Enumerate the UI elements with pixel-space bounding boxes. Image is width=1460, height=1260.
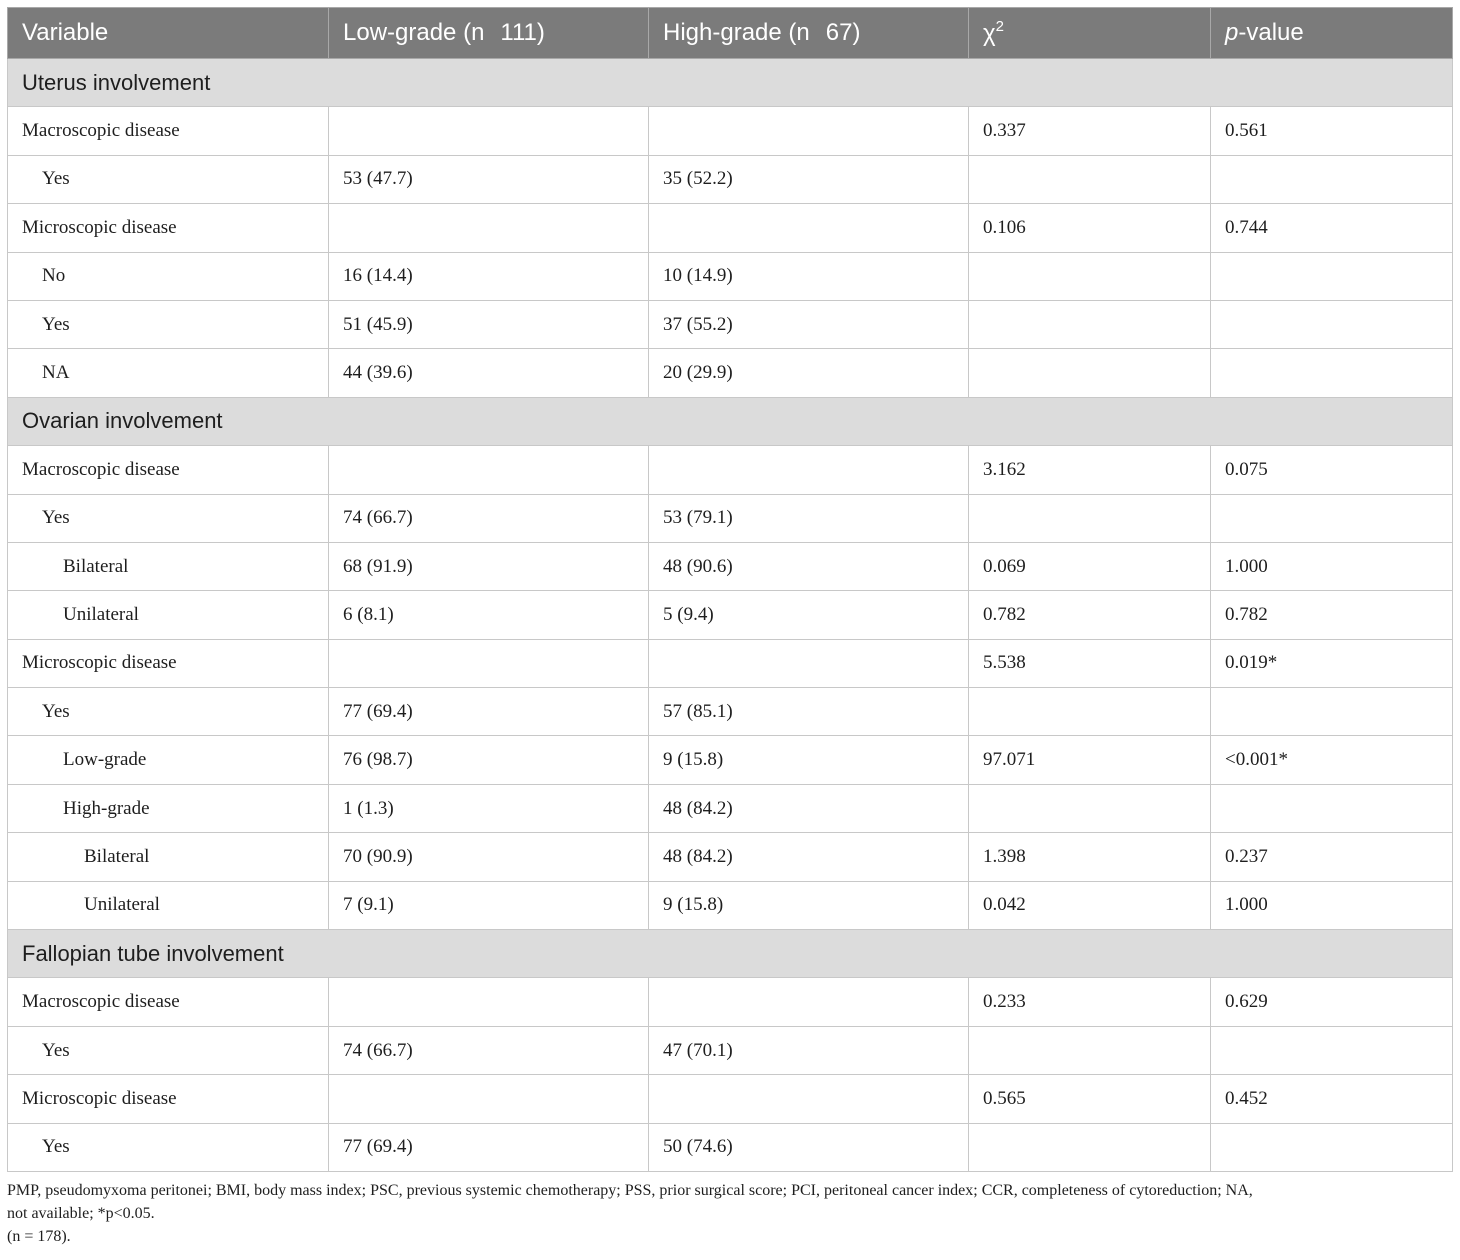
chi-square-cell: 3.162: [969, 446, 1211, 494]
table-row: [8, 736, 1453, 784]
chi-square-cell: 0.782: [969, 591, 1211, 639]
chi-square-cell: 97.071: [969, 736, 1211, 784]
footnote-line: PMP, pseudomyxoma peritonei; BMI, body mass index; PSC, previous systemic chemotherapy; PSS, prior surgical score; PCI, peritoneal cancer index; CCR, completeness of cytoreduction; NA,: [7, 1182, 1253, 1199]
high-grade-cell: 48 (90.6): [649, 542, 969, 590]
variable-cell: Macroscopic disease: [8, 978, 329, 1026]
high-grade-cell: 57 (85.1): [649, 688, 969, 736]
chi-square-cell: [969, 300, 1211, 348]
high-grade-cell: [649, 978, 969, 1026]
chi-square-cell: 0.042: [969, 881, 1211, 929]
p-value-cell: 0.452: [1211, 1075, 1453, 1123]
section-title: Fallopian tube involvement: [8, 930, 1453, 978]
header-p-value: p-value: [1211, 8, 1453, 59]
table-body: [8, 59, 1453, 1172]
variable-cell: Yes: [8, 1123, 329, 1171]
section-header-row: [8, 397, 1453, 445]
chi-square-cell: [969, 784, 1211, 832]
variable-cell: Microscopic disease: [8, 639, 329, 687]
table-row: [8, 591, 1453, 639]
chi-square-cell: 0.106: [969, 204, 1211, 252]
low-grade-cell: 51 (45.9): [329, 300, 649, 348]
p-value-cell: 0.075: [1211, 446, 1453, 494]
table-row: [8, 688, 1453, 736]
footnote-line: not available; *p<0.05.: [7, 1205, 155, 1222]
chi-square-cell: 1.398: [969, 833, 1211, 881]
variable-cell: Low-grade: [8, 736, 329, 784]
high-grade-cell: 20 (29.9): [649, 349, 969, 397]
p-value-cell: 0.744: [1211, 204, 1453, 252]
p-value-cell: 0.019*: [1211, 639, 1453, 687]
p-value-cell: [1211, 494, 1453, 542]
p-value-cell: [1211, 300, 1453, 348]
variable-cell: Microscopic disease: [8, 1075, 329, 1123]
chi-square-cell: [969, 155, 1211, 203]
header-low-grade: Low-grade (n 111): [329, 8, 649, 59]
high-grade-cell: 50 (74.6): [649, 1123, 969, 1171]
low-grade-cell: 1 (1.3): [329, 784, 649, 832]
chi-square-cell: 0.337: [969, 107, 1211, 155]
header-high-grade: High-grade (n 67): [649, 8, 969, 59]
variable-cell: Microscopic disease: [8, 204, 329, 252]
table-row: [8, 349, 1453, 397]
footnote-line: (n = 178).: [7, 1228, 71, 1245]
header-variable: Variable: [8, 8, 329, 59]
results-table: [7, 7, 1453, 1172]
low-grade-cell: 53 (47.7): [329, 155, 649, 203]
low-grade-cell: 6 (8.1): [329, 591, 649, 639]
table-row: [8, 155, 1453, 203]
table-row: [8, 978, 1453, 1026]
header-row: [8, 8, 1453, 59]
low-grade-cell: [329, 978, 649, 1026]
table-row: [8, 1075, 1453, 1123]
table-header: [8, 8, 1453, 59]
low-grade-cell: 77 (69.4): [329, 1123, 649, 1171]
low-grade-cell: 68 (91.9): [329, 542, 649, 590]
low-grade-cell: 74 (66.7): [329, 1026, 649, 1074]
table-footnote: [7, 1179, 1452, 1248]
low-grade-cell: [329, 1075, 649, 1123]
low-grade-cell: 44 (39.6): [329, 349, 649, 397]
low-grade-cell: 77 (69.4): [329, 688, 649, 736]
table-row: [8, 107, 1453, 155]
low-grade-cell: 70 (90.9): [329, 833, 649, 881]
variable-cell: Yes: [8, 688, 329, 736]
table-row: [8, 300, 1453, 348]
section-title: Ovarian involvement: [8, 397, 1453, 445]
p-value-cell: [1211, 784, 1453, 832]
header-chi-square: $\chi^2$: [969, 8, 1211, 59]
low-grade-cell: [329, 639, 649, 687]
p-value-cell: 0.629: [1211, 978, 1453, 1026]
low-grade-cell: [329, 204, 649, 252]
variable-cell: Yes: [8, 300, 329, 348]
low-grade-cell: [329, 107, 649, 155]
p-value-cell: [1211, 349, 1453, 397]
high-grade-cell: [649, 107, 969, 155]
p-value-cell: 0.237: [1211, 833, 1453, 881]
variable-cell: No: [8, 252, 329, 300]
high-grade-cell: 5 (9.4): [649, 591, 969, 639]
variable-cell: Unilateral: [8, 591, 329, 639]
low-grade-cell: 74 (66.7): [329, 494, 649, 542]
p-value-cell: 0.782: [1211, 591, 1453, 639]
high-grade-cell: [649, 639, 969, 687]
high-grade-cell: 47 (70.1): [649, 1026, 969, 1074]
high-grade-cell: 35 (52.2): [649, 155, 969, 203]
variable-cell: Yes: [8, 1026, 329, 1074]
variable-cell: Bilateral: [8, 833, 329, 881]
table-row: [8, 542, 1453, 590]
table-row: [8, 1026, 1453, 1074]
p-value-cell: [1211, 688, 1453, 736]
chi-square-cell: [969, 349, 1211, 397]
p-value-cell: <0.001*: [1211, 736, 1453, 784]
table-row: [8, 1123, 1453, 1171]
table-row: [8, 881, 1453, 929]
section-header-row: [8, 59, 1453, 107]
high-grade-cell: 10 (14.9): [649, 252, 969, 300]
chi-square-cell: [969, 1026, 1211, 1074]
chi-square-cell: [969, 252, 1211, 300]
high-grade-cell: 9 (15.8): [649, 736, 969, 784]
p-value-cell: [1211, 1026, 1453, 1074]
chi-square-cell: 5.538: [969, 639, 1211, 687]
table-row: [8, 204, 1453, 252]
variable-cell: Macroscopic disease: [8, 446, 329, 494]
section-header-row: [8, 930, 1453, 978]
variable-cell: Macroscopic disease: [8, 107, 329, 155]
variable-cell: Yes: [8, 494, 329, 542]
high-grade-cell: [649, 1075, 969, 1123]
p-value-cell: 1.000: [1211, 881, 1453, 929]
p-value-cell: [1211, 252, 1453, 300]
chi-square-cell: [969, 688, 1211, 736]
table-row: [8, 639, 1453, 687]
low-grade-cell: 7 (9.1): [329, 881, 649, 929]
table-row: [8, 833, 1453, 881]
high-grade-cell: 53 (79.1): [649, 494, 969, 542]
high-grade-cell: [649, 204, 969, 252]
section-title: Uterus involvement: [8, 59, 1453, 107]
low-grade-cell: 76 (98.7): [329, 736, 649, 784]
table-row: [8, 494, 1453, 542]
chi-square-cell: 0.565: [969, 1075, 1211, 1123]
chi-square-cell: 0.069: [969, 542, 1211, 590]
variable-cell: NA: [8, 349, 329, 397]
p-value-cell: 1.000: [1211, 542, 1453, 590]
low-grade-cell: 16 (14.4): [329, 252, 649, 300]
variable-cell: High-grade: [8, 784, 329, 832]
high-grade-cell: 48 (84.2): [649, 784, 969, 832]
table-row: [8, 446, 1453, 494]
high-grade-cell: [649, 446, 969, 494]
variable-cell: Bilateral: [8, 542, 329, 590]
variable-cell: Yes: [8, 155, 329, 203]
p-value-cell: [1211, 155, 1453, 203]
table-row: [8, 252, 1453, 300]
high-grade-cell: 37 (55.2): [649, 300, 969, 348]
low-grade-cell: [329, 446, 649, 494]
chi-square-cell: 0.233: [969, 978, 1211, 1026]
high-grade-cell: 9 (15.8): [649, 881, 969, 929]
p-value-cell: [1211, 1123, 1453, 1171]
chi-square-cell: [969, 1123, 1211, 1171]
high-grade-cell: 48 (84.2): [649, 833, 969, 881]
table-row: [8, 784, 1453, 832]
chi-square-cell: [969, 494, 1211, 542]
variable-cell: Unilateral: [8, 881, 329, 929]
p-value-cell: 0.561: [1211, 107, 1453, 155]
